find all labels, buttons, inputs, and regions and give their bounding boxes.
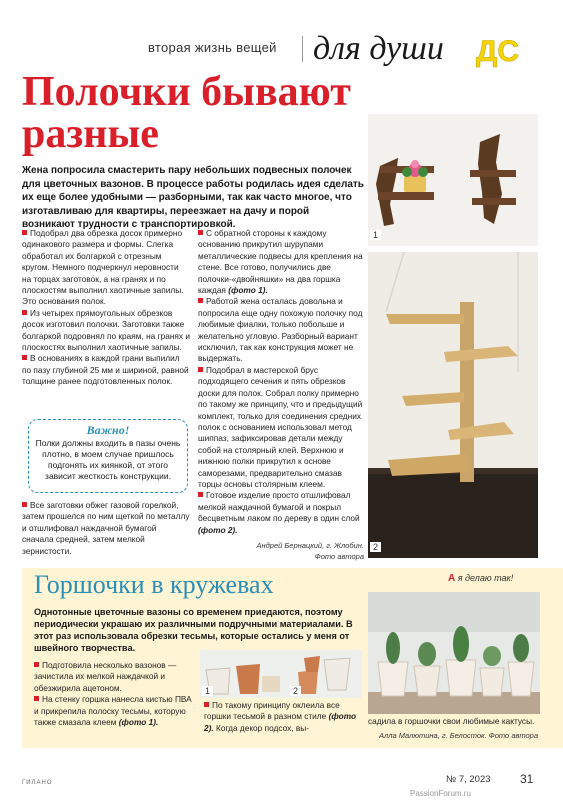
lace-pots-illustration [200,650,362,698]
watermark: PassionForum.ru [410,789,471,798]
sidebar-article-title: Горшочки в кружевах [34,570,274,599]
article-column-1 [22,228,190,388]
bullet-square-icon [22,310,27,315]
photo-lace-pots-process [200,650,362,698]
bullet-square-icon [22,355,27,360]
paragraph: По такому принципу оклеила все горшки тесьмой в разном стиле (фото 2). Когда декор подсох, вы- [204,700,357,733]
bullet-square-icon [198,492,203,497]
photo-cactus-pots [368,592,540,714]
paragraph: Подобрал два обрезка досок примерно одинакового размера и формы. Слегка обработал их болгаркой с отрезным кругом. Немного подчеркнул неровности на торцах заготовок, а на гранях и по плоскостям выполнил хаотичные запилы. Это основания полок. [22,228,184,307]
paragraph: Работой жена осталась довольна и попросила еще одну похожую полочку под любимые фиалки, только побольше и желательно угловую. Разборный вариант исключил, так как конструкция может не выдержать. [198,296,363,364]
paragraph: Все заготовки обжег газовой горелкой, затем прошелся по ним щеткой по металлу и отшлифовал наждачной бумагой сначала средней, затем мелкой зернистости. [22,500,190,556]
bullet-square-icon [198,298,203,303]
section-name: для души [313,30,444,67]
wall-shelves-illustration [368,114,538,246]
bullet-square-icon [198,367,203,372]
bullet-square-icon [22,502,27,507]
article-column-2 [198,228,364,563]
important-note-text: Полки должны входить в пазы очень плотно, в моем случае пришлось подгонять их киянкой, от этого зависит жесткость конструкции. [35,438,181,481]
photo-number: 2 [290,686,301,696]
paragraph: садила в горшочки свои любимые кактусы. [368,716,535,726]
paragraph: В основаниях в каждой грани выпилил по пазу глубиной 25 мм и шириной, равной толщине ранее подготовленных полок. [22,353,189,387]
paragraph: Из четырех прямоугольных обрезков досок изготовил полочки. Заготовки также болгаркой подровнял по краям, на гранях и плоскостях выполнил хаотичные запилы. [22,307,190,353]
article-title: Полочки бывают разные [22,69,351,157]
photo-number: 1 [370,230,381,240]
photo-number: 1 [202,686,213,696]
author-signature: Андрей Бернацкий, г. Жлобин. [256,540,364,550]
bullet-square-icon [204,702,209,707]
article-lead: Жена попросила смастерить пару небольших подвесных полочек для цветочных вазонов. В процессе работы родилась идея сделать их еще более удобными — разборными, так как часто многое, что изготавливаю для квартиры, переезжает на дачу и порой возникают трудности с транспортировкой. [22,165,364,230]
photo-credit: Фото автора [314,552,364,562]
corner-shelf-illustration [368,252,538,558]
sidebar-column-1 [34,660,194,728]
rubric-label: вторая жизнь вещей [148,40,277,55]
sidebar-column-3 [368,716,538,742]
sidebar-column-2 [204,700,364,734]
paragraph: Подобрал в мастерской брус подходящего сечения и пять обрезков доски для полок. Собрал полку примерно по такому же принципу, что и предыдущий комплект, только для соединения средних полок с основанием использовал метод шиппаз, зафиксировав детали между собой на столярный клей. Верхнюю и нижнюю полки прикрутил к основе саморезами, предварительно смазав торцы основы столярным клеем. [198,364,363,489]
photo-number: 2 [370,542,381,552]
issue-number: № 7, 2023 [446,774,491,785]
important-note-box [28,419,188,493]
author-signature: Алла Малютина, г. Белосток. Фото автора [379,731,538,741]
important-note-title: Важно! [86,423,130,437]
bullet-square-icon [22,230,27,235]
paragraph: С обратной стороны к каждому основанию прикрутил шурупами металлические подвесы для крепления на стене. Все готово, получились две полочки-«двойняшки» на два горшка каждая (фото 1). [198,228,363,296]
magazine-logo: ДС [476,35,520,68]
cactus-pots-illustration [368,592,540,714]
paragraph: Подготовила несколько вазонов — зачистила их мелкой наждачкой и обезжирила ацетоном. [34,660,177,693]
column-badge: А я делаю так! [448,573,514,584]
bullet-square-icon [198,230,203,235]
page-number: 31 [520,772,534,786]
photo-wall-shelves [368,114,538,246]
paragraph: Готовое изделие просто отшлифовал мелкой наждачной бумагой и покрыл бесцветным лаком по дереву в один слой (фото 2). [198,490,360,535]
article-column-1-continued [22,500,190,557]
bullet-square-icon [34,662,39,667]
sidebar-article-lead: Однотонные цветочные вазоны со временем приедаются, поэтому периодически украшаю их различными подручными материалами. В этот раз использовала обрезки тесьмы, которые остались у меня от швейного творчества. [34,607,353,653]
photo-corner-shelf [368,252,538,558]
header-divider [302,36,303,62]
paragraph: На стенку горшка нанесла кистью ПВА и прикрепила полоску тесьмы, которую также смазала клеем (фото 1). [34,694,192,728]
footer-logo: ГИЛАНО [22,780,53,786]
bullet-square-icon [34,696,39,701]
